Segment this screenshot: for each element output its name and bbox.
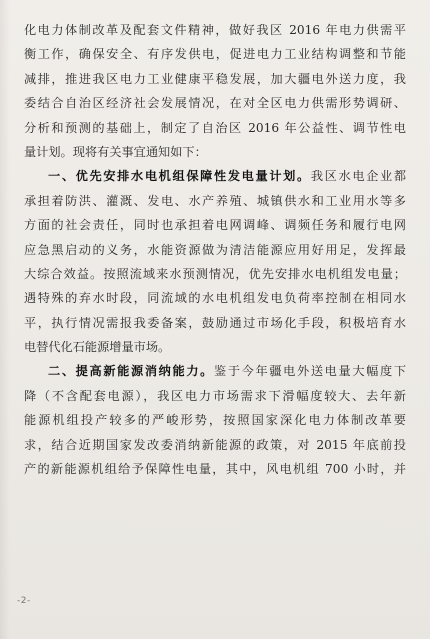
section2-heading: 二、提高新能源消纳能力。 <box>48 364 214 379</box>
section1-first-tail: 我区水电企业都 <box>310 169 406 184</box>
document-body <box>24 18 406 481</box>
page-edge-shadow <box>0 0 10 639</box>
page-number: -2- <box>17 596 31 606</box>
body-line-1: 化电力体制改革及配套文件精神，做好我区 2016 年电力供需平 <box>24 23 406 37</box>
body-line-5: 分析和预测的基础上，制定了自治区 2016 年公益性、调节性电 <box>24 120 406 135</box>
section1-line-4: 大综合效益。按照流域来水预测情况，优先安排水电机组发电量； <box>24 266 406 281</box>
section1-line-1: 承担着防洪、灌溉、发电、水产养殖、城镇供水和工业用水等多 <box>24 193 406 208</box>
section1-line-3: 应急黑启动的义务，水能资源做为清洁能源应用好用足，发挥最 <box>24 242 406 257</box>
section2-line-4: 产的新能源机组给予保障性电量，其中，风电机组 700 小时，并 <box>24 462 406 477</box>
body-line-3: 减排，推进我区电力工业健康平稳发展，加大疆电外送力度，我 <box>24 71 406 86</box>
body-line-4: 委结合自治区经济社会发展情况，在对全区电力供需形势调研、 <box>24 96 406 111</box>
section2-first-line <box>24 359 406 383</box>
section1-heading: 一、优先安排水电机组保障性发电量计划。 <box>48 169 311 184</box>
section1-line-5: 遇特殊的弃水时段，同流域的水电机组发电负荷率控制在相同水 <box>24 291 406 306</box>
section1-line-6: 平，执行情况需报我委备案，鼓励通过市场化手段，积极培育水 <box>24 315 406 330</box>
section1-line-7: 电替代化石能源增量市场。 <box>24 340 171 355</box>
body-line-2: 衡工作，确保安全、有序发供电，促进电力工业结构调整和节能 <box>24 47 406 62</box>
section2-line-3: 求，结合近期国家发改委消纳新能源的政策，对 2015 年底前投 <box>24 437 406 452</box>
section2-line-1: 降（不含配套电源），我区电力市场需求下滑幅度较大、去年新 <box>24 388 406 403</box>
body-line-6: 量计划。现将有关事宜通知如下： <box>24 144 207 159</box>
section1-line-2: 方面的社会责任，同时也承担着电网调峰、调频任务和履行电网 <box>24 218 406 233</box>
section2-first-tail: 鉴于今年疆电外送电量大幅度下 <box>214 364 406 379</box>
section1-first-line <box>24 164 406 188</box>
section2-line-2: 能源机组投产较多的严峻形势，按照国家深化电力体制改革要 <box>24 413 406 428</box>
